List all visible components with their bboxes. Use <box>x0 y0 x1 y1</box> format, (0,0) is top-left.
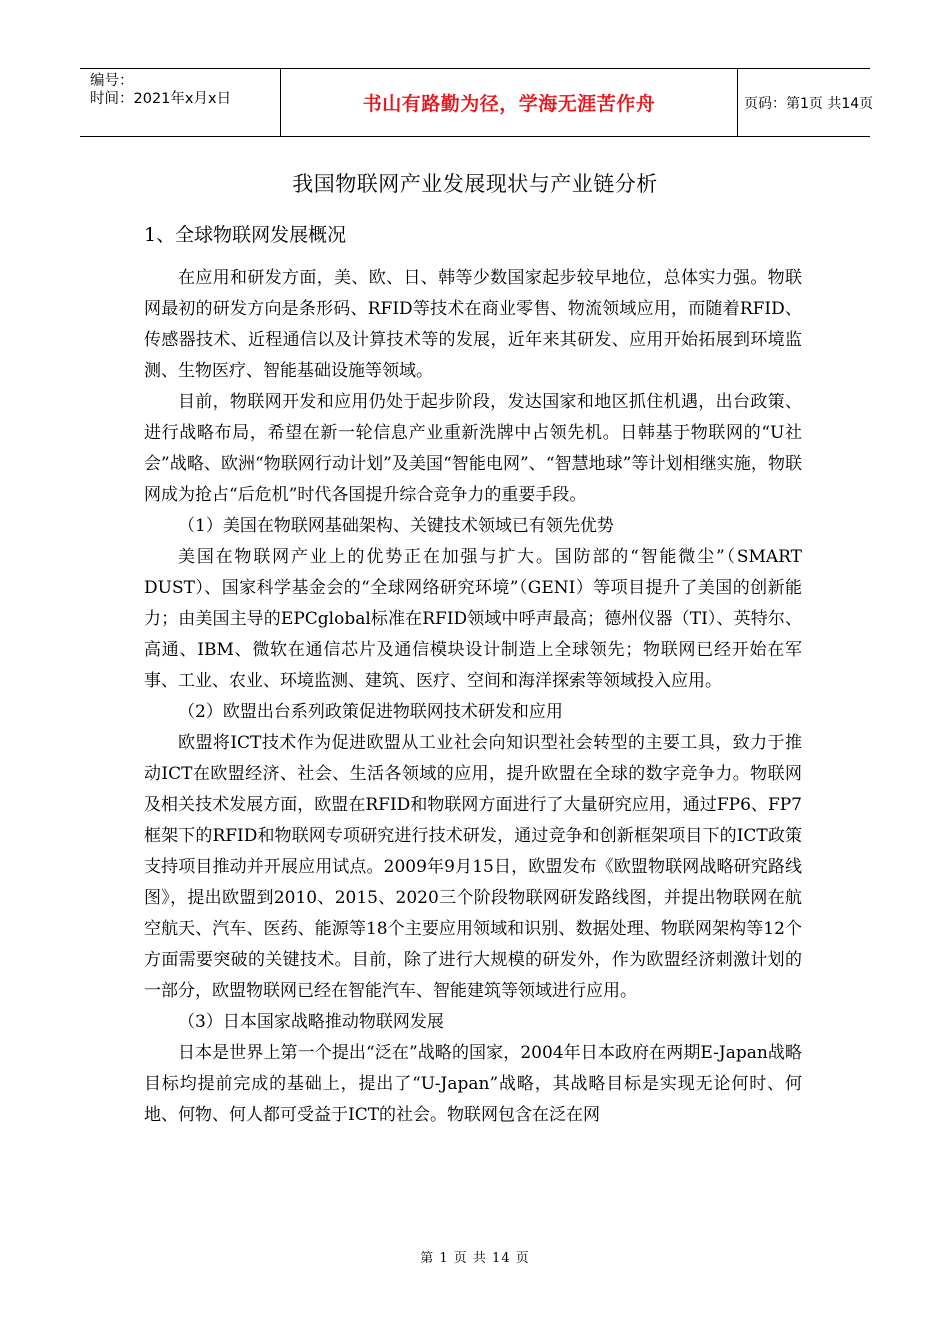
paragraph: 欧盟将ICT技术作为促进欧盟从工业社会向知识型社会转型的主要工具，致力于推动ICT在欧盟经济、社会、生活各领域的应用，提升欧盟在全球的数字竞争力。物联网及相关技术发展方面，欧盟在RFID和物联网方面进行了大量研究应用，通过FP6、FP7框架下的RFID和物联网专项研究进行技术研发，通过竞争和创新框架项目下的ICT政策支持项目推动并开展应用试点。2009年9月15日，欧盟发布《欧盟物联网战略研究路线图》，提出欧盟到2010、2015、2020三个阶段物联网研发路线图，并提出物联网在航空航天、汽车、医药、能源等18个主要应用领域和识别、数据处理、物联网架构等12个方面需要突破的关键技术。目前，除了进行大规模的研发外，作为欧盟经济刺激计划的一部分，欧盟物联网已经在智能汽车、智能建筑等领域进行应用。 <box>144 733 802 1001</box>
header-meta <box>80 69 280 136</box>
header-slogan: 书山有路勤为径，学海无涯苦作舟 <box>362 93 656 115</box>
time-label: 时间：2021年x月x日 <box>90 91 232 107</box>
header-slogan-cell <box>280 69 738 136</box>
paragraph: 在应用和研发方面，美、欧、日、韩等少数国家起步较早地位，总体实力强。物联网最初的研发方向是条形码、RFID等技术在商业零售、物流领域应用，而随着RFID、传感器技术、近程通信以及计算技术等的发展，近年来其研发、应用开始拓展到环境监测、生物医疗、智能基础设施等领域。 <box>144 268 802 381</box>
header-page-info: 页码：第1页 共14页 <box>744 95 874 112</box>
paragraph: 日本是世界上第一个提出“泛在”战略的国家，2004年日本政府在两期E-Japan战略目标均提前完成的基础上，提出了“U-Japan”战略，其战略目标是实现无论何时、何地、何物、何人都可受益于ICT的社会。物联网包含在泛在网 <box>144 1043 802 1125</box>
subheading-japan: （3）日本国家战略推动物联网发展 <box>178 1012 444 1032</box>
document-title: 我国物联网产业发展现状与产业链分析 <box>292 172 658 196</box>
paragraph: 美国在物联网产业上的优势正在加强与扩大。国防部的“智能微尘”（SMART DUST）、国家科学基金会的“全球网络研究环境”（GENI）等项目提升了美国的创新能力；由美国主导的EPCglobal标准在RFID领域中呼声最高；德州仪器（TI）、英特尔、高通、IBM、微软在通信芯片及通信模块设计制造上全球领先；物联网已经开始在军事、工业、农业、环境监测、建筑、医疗、空间和海洋探索等领域投入应用。 <box>144 547 802 691</box>
page-header <box>80 68 874 137</box>
document-body <box>144 263 802 1131</box>
number-label: 编号： <box>90 73 134 89</box>
subheading-eu: （2）欧盟出台系列政策促进物联网技术研发和应用 <box>178 702 563 722</box>
subheading-us: （1）美国在物联网基础架构、关键技术领域已有领先优势 <box>178 516 614 536</box>
page-footer: 第 1 页 共 14 页 <box>420 1251 530 1266</box>
section-heading: 1、全球物联网发展概况 <box>144 224 347 246</box>
paragraph: 目前，物联网开发和应用仍处于起步阶段，发达国家和地区抓住机遇，出台政策、进行战略布局，希望在新一轮信息产业重新洗牌中占领先机。日韩基于物联网的“U社会”战略、欧洲“物联网行动计划”及美国“智能电网”、“智慧地球”等计划相继实施，物联网成为抢占“后危机”时代各国提升综合竞争力的重要手段。 <box>144 392 802 505</box>
